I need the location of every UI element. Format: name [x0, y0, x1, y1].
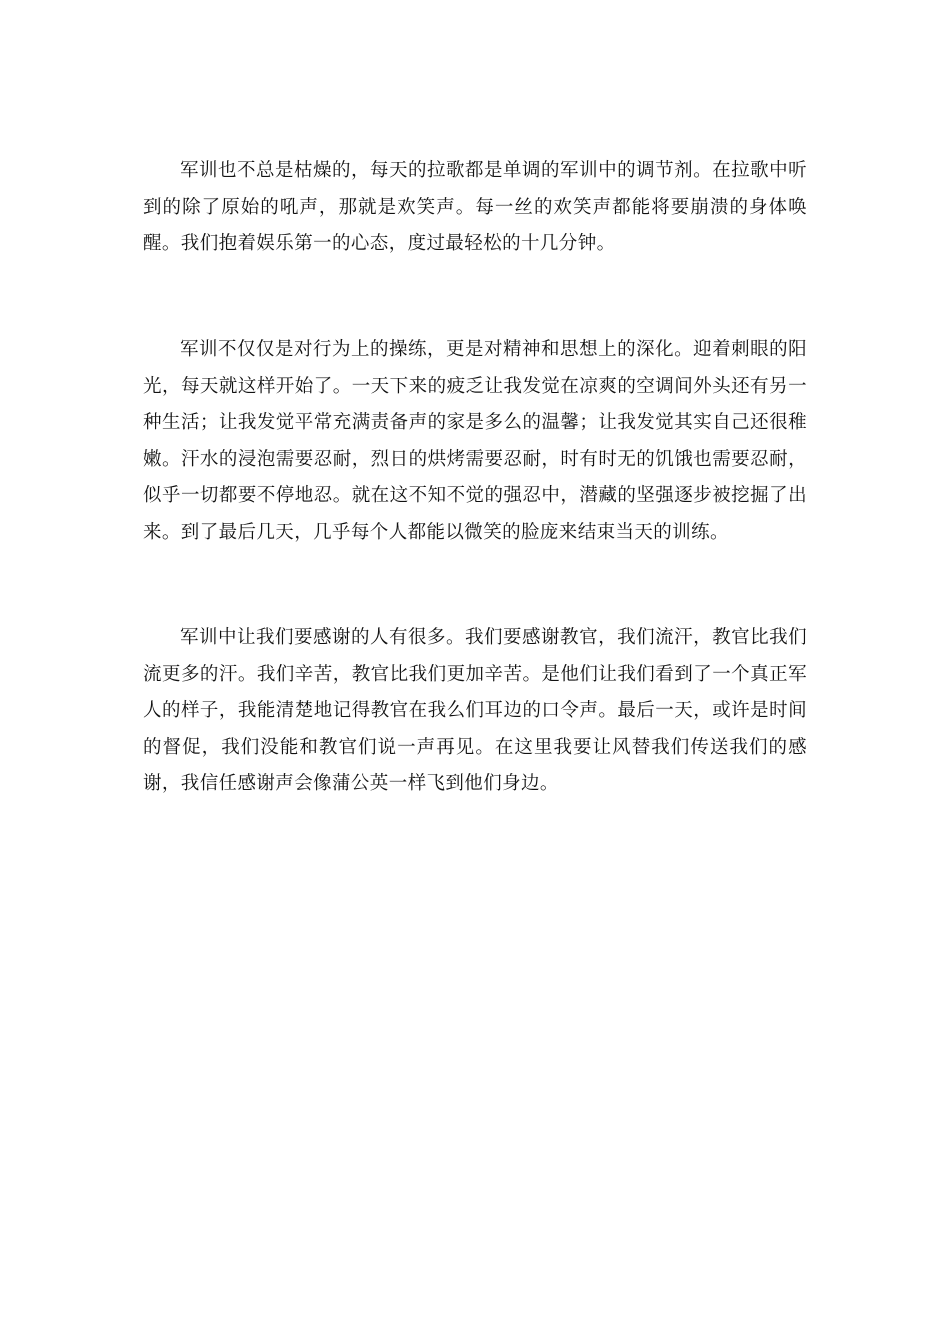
paragraph-thanks-to-instructors: 军训中让我们要感谢的人有很多。我们要感谢教官，我们流汗，教官比我们流更多的汗。我们辛苦，教官比我们更加辛苦。是他们让我们看到了一个真正军人的样子，我能清楚地记得教官在我么们耳边的口令声。最后一天，或许是时间的督促，我们没能和教官们说一声再见。在这里我要让风替我们传送我们的感谢，我信任感谢声会像蒲公英一样飞到他们身边。	[143, 627, 807, 794]
paragraph-military-training-singing: 军训也不总是枯燥的，每天的拉歌都是单调的军训中的调节剂。在拉歌中听到的除了原始的吼声，那就是欢笑声。每一丝的欢笑声都能将要崩溃的身体唤醒。我们抱着娱乐第一的心态，度过最轻松的十几分钟。	[143, 160, 807, 254]
paragraph-military-training-endurance: 军训不仅仅是对行为上的操练，更是对精神和思想上的深化。迎着刺眼的阳光，每天就这样开始了。一天下来的疲乏让我发觉在凉爽的空调间外头还有另一种生活；让我发觉平常充满责备声的家是多么的温馨；让我发觉其实自己还很稚嫩。汗水的浸泡需要忍耐，烈日的烘烤需要忍耐，时有时无的饥饿也需要忍耐，似乎一切都要不停地忍。就在这不知不觉的强忍中，潜藏的坚强逐步被挖掘了出来。到了最后几天，几乎每个人都能以微笑的脸庞来结束当天的训练。	[143, 339, 807, 543]
